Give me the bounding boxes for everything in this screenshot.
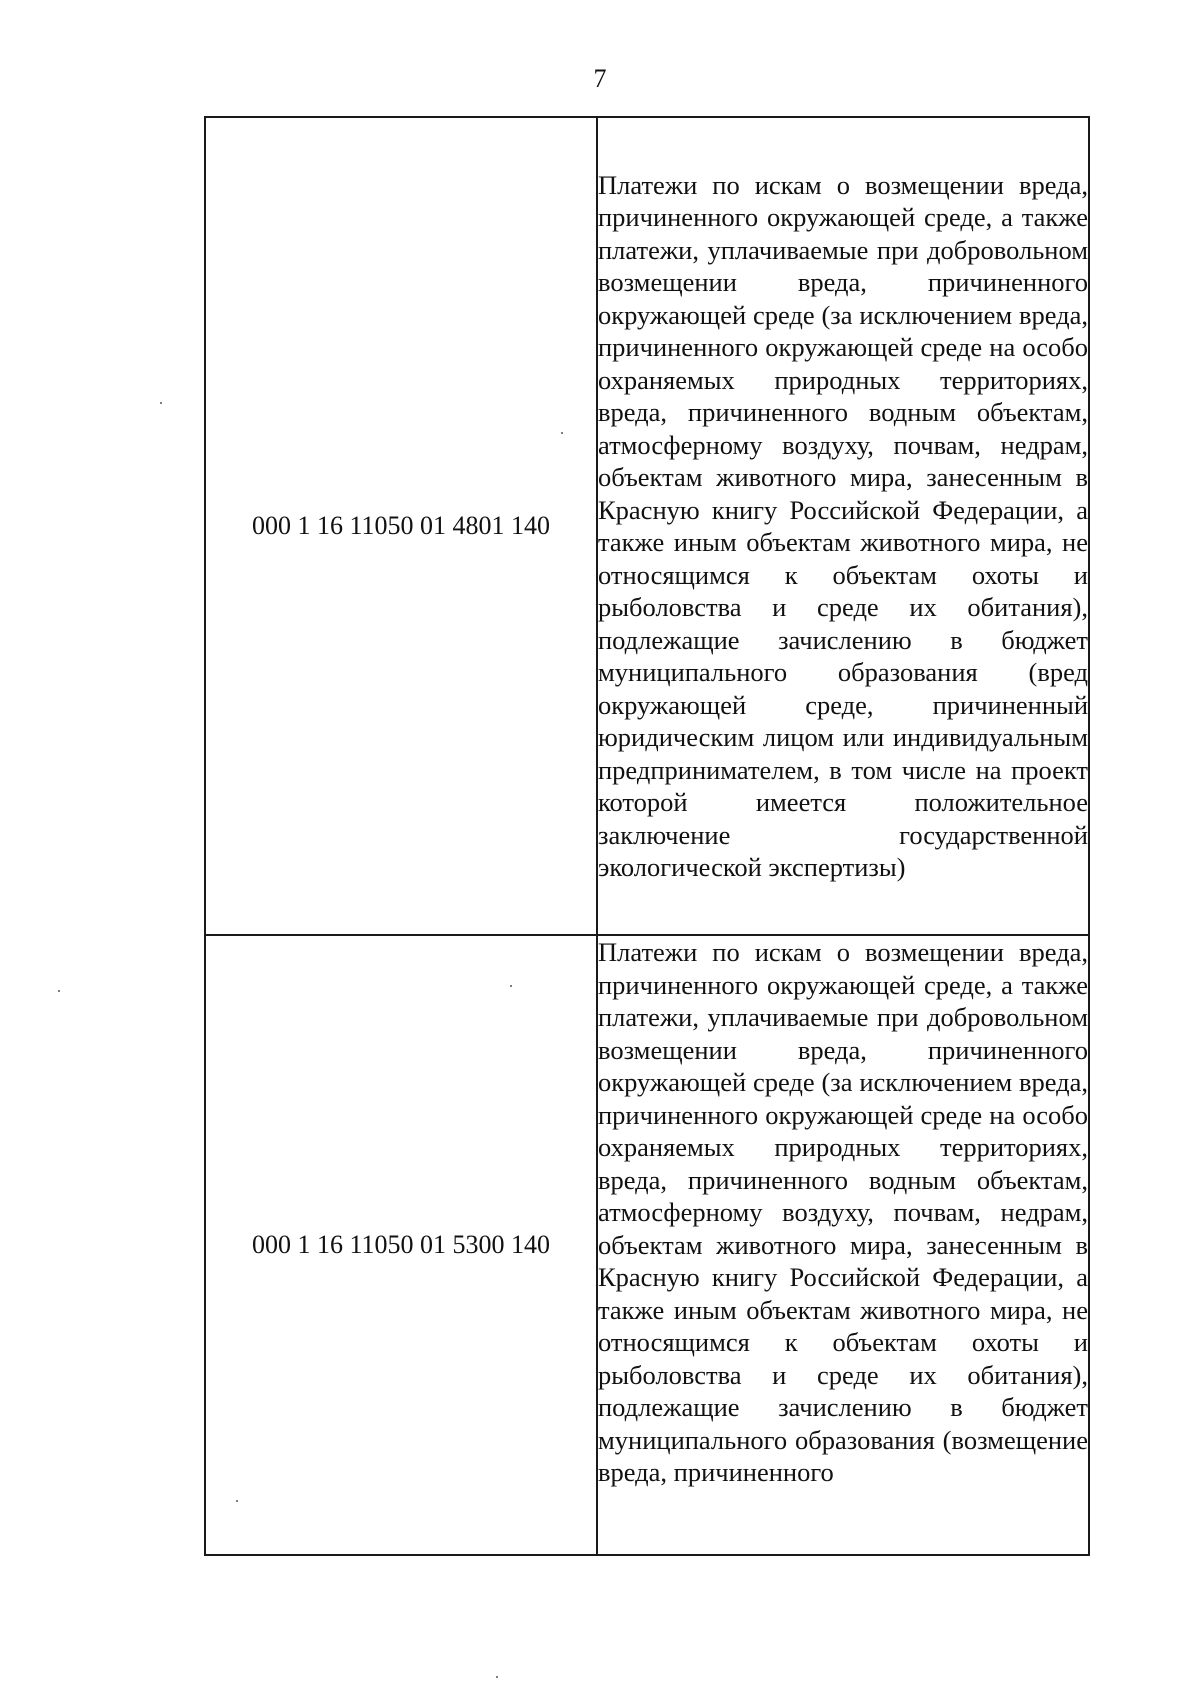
classification-code: 000 1 16 11050 01 5300 140 bbox=[205, 935, 597, 1555]
income-description: Платежи по искам о возмещении вреда, причиненного окружающей среде, а также платежи, уплачиваемые при добровольном возмещении вреда, причиненного окружающей среде (за исключением вреда, причиненного окружающей среде на особо охраняемых природных территориях, вреда, причиненного водным объектам, атмосферному воздуху, почвам, недрам, объектам животного мира, занесенным в Красную книгу Российской Федерации, а также иным объектам животного мира, не относящимся к объектам охоты и рыболовства и среде их обитания), подлежащие зачислению в бюджет муниципального образования (вред окружающей среде, причиненный юридическим лицом или индивидуальным предпринимателем, в том числе на проект которой имеется положительное заключение государственной экологической экспертизы) bbox=[598, 169, 1088, 882]
table-row bbox=[205, 935, 1089, 1555]
income-description-cell bbox=[597, 117, 1089, 935]
page-number: 7 bbox=[593, 64, 607, 93]
table-row bbox=[205, 117, 1089, 935]
classification-code: 000 1 16 11050 01 4801 140 bbox=[205, 117, 597, 935]
scan-speck bbox=[496, 1676, 498, 1678]
income-description-cell bbox=[597, 935, 1089, 1555]
scan-speck bbox=[510, 985, 512, 987]
scan-speck bbox=[160, 402, 162, 404]
income-description: Платежи по искам о возмещении вреда, причиненного окружающей среде, а также платежи, уплачиваемые при добровольном возмещении вреда, причиненного окружающей среде (за исключением вреда, причиненного окружающей среде на особо охраняемых природных территориях, вреда, причиненного водным объектам, атмосферному воздуху, почвам, недрам, объектам животного мира, занесенным в Красную книгу Российской Федерации, а также иным объектам животного мира, не относящимся к объектам охоты и рыболовства и среде их обитания), подлежащие зачислению в бюджет муниципального образования (возмещение вреда, причиненного bbox=[598, 937, 1088, 1487]
scan-speck bbox=[561, 432, 563, 434]
budget-code-table bbox=[204, 116, 1090, 1556]
scan-speck bbox=[58, 990, 60, 992]
scan-speck bbox=[236, 1500, 238, 1502]
